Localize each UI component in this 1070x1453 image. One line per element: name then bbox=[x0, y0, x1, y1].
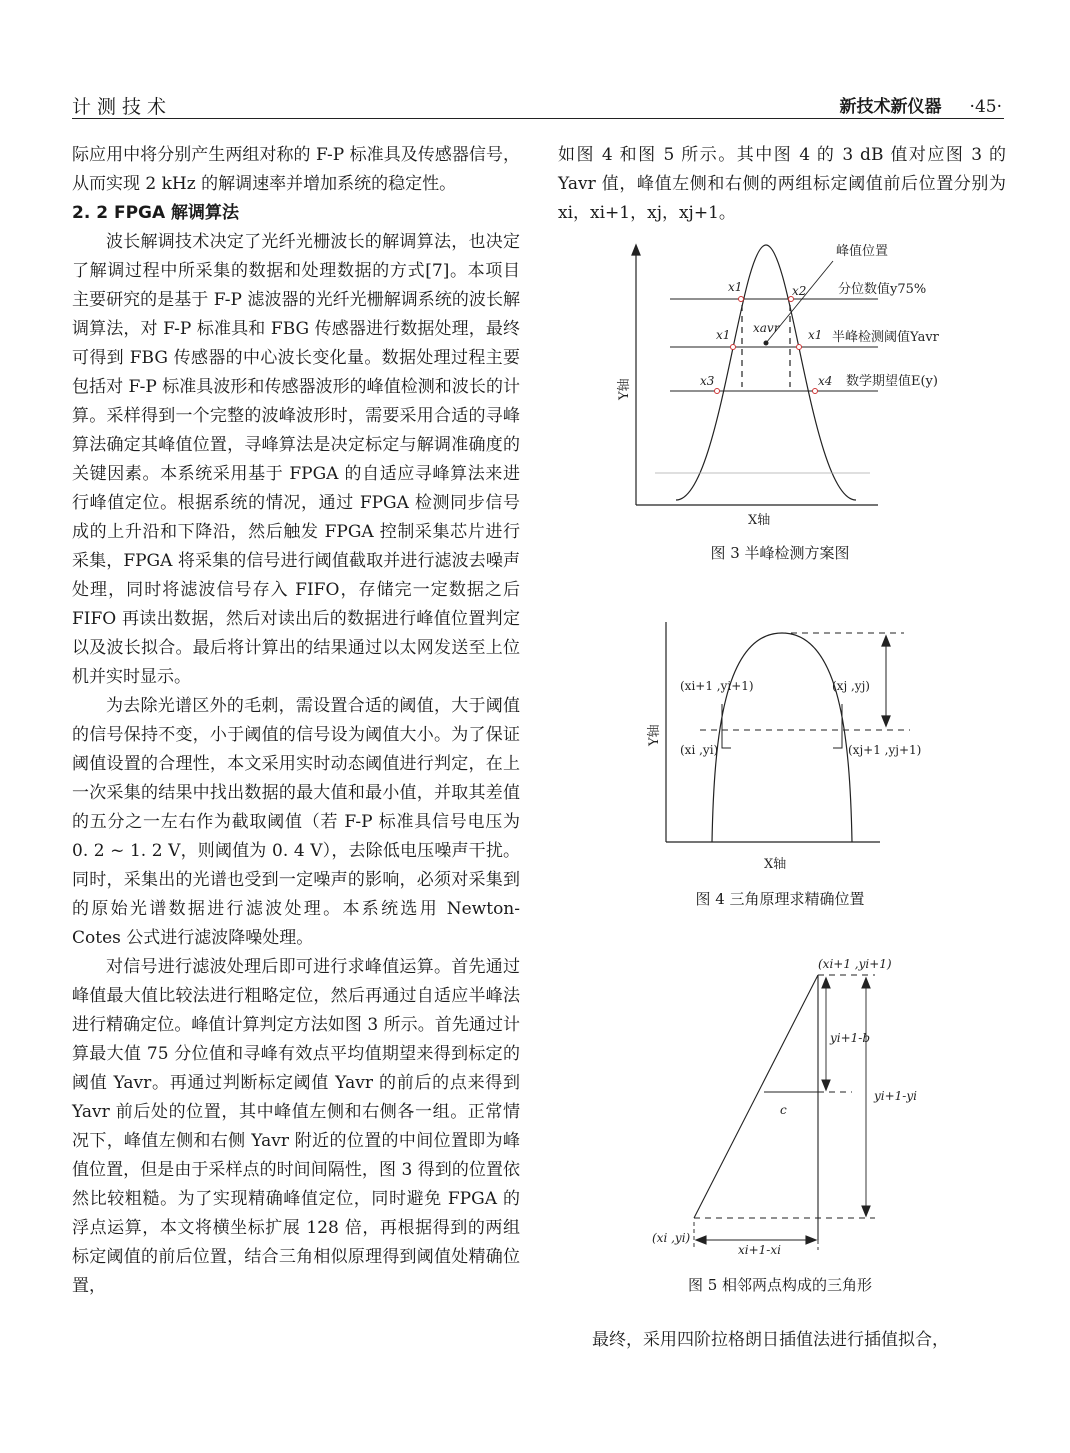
point-label: x3 bbox=[700, 374, 715, 388]
left-column bbox=[72, 141, 520, 1301]
page-number: ·45· bbox=[969, 97, 1002, 117]
paragraph: 际应用中将分别产生两组对称的 F-P 标准具及传感器信号，从而实现 2 kHz 的解调速率并增加系统的稳定性。 bbox=[72, 145, 520, 194]
right-column-bottom bbox=[558, 1326, 1006, 1355]
point-label: x1 bbox=[716, 328, 731, 342]
journal-name: 计测技术 bbox=[72, 96, 173, 118]
figure-5-caption: 图 5 相邻两点构成的三角形 bbox=[687, 1276, 873, 1294]
annotation-peak: 峰值位置 bbox=[836, 244, 889, 259]
point-label: (xi+1 ,yi+1) bbox=[680, 679, 754, 693]
point-label: (xj+1 ,yj+1) bbox=[848, 743, 922, 757]
point-label: (xi ,yi) bbox=[652, 1231, 691, 1245]
annotation-quantile: 分位数值y75% bbox=[838, 282, 927, 297]
point-label: (xi ,yi) bbox=[680, 743, 719, 757]
header-rule bbox=[72, 118, 1004, 119]
figure-4 bbox=[640, 618, 940, 876]
x-axis-label: X轴 bbox=[764, 857, 787, 872]
paragraph: 波长解调技术决定了光纤光栅波长的解调算法，也决定了解调过程中所采集的数据和处理数据的方式[7]。本项目主要研究的是基于 F-P 滤波器的光纤光栅解调系统的波长解调算法，对 F-P 标准具和 FBG 传感器进行数据处理，最终可得到 FBG 传感器的中心波长变化量。数据处理过程主要包括对 F-P 标准具波形和传感器波形的峰值检测和波长的计算。采样得到一个完整的波峰波形时，需要采用合适的寻峰算法确定其峰值位置，寻峰算法是决定标定与解调准确度的关键因素。本系统采用基于 FPGA 的自适应寻峰算法来进行峰值定位。根据系统的情况，通过 FPGA 检测同步信号成的上升沿和下降沿，然后触发 FPGA 控制采集芯片进行采集，FPGA 将采集的信号进行阈值截取并进行滤波去噪声处理，同时将滤波信号存入 FIFO，存储完一定数据之后 FIFO 再读出数据，然后对读出后的数据进行峰值位置判定以及波长拟合。最后将计算出的结果通过以太网发送至上位机并实时显示。 bbox=[72, 232, 520, 687]
length-label: c bbox=[780, 1103, 787, 1117]
paragraph: 如图 4 和图 5 所示。其中图 4 的 3 dB 值对应图 3 的 Yavr 值，峰值左侧和右侧的两组标定阈值前后位置分别为 xi，xi+1，xj，xj+1。 bbox=[558, 145, 1006, 223]
figure-3-caption: 图 3 半峰检测方案图 bbox=[710, 544, 850, 562]
paragraph: 对信号进行滤波处理后即可进行求峰值运算。首先通过峰值最大值比较法进行粗略定位，然后再通过自适应半峰法进行精确定位。峰值计算判定方法如图 3 所示。首先通过计算最大值 75 分位值和寻峰有效点平均值期望来得到标定的阈值 Yavr。再通过判断标定阈值 Yavr 的前后的点来得到 Yavr 前后处的位置，其中峰值左侧和右侧各一组。正常情况下，峰值左侧和右侧 Yavr 附近的位置的中间位置即为峰值位置，但是由于采样点的时间间隔性，图 3 得到的位置依然比较粗糙。为了实现精确峰值定位，同时避免 FPGA 的浮点运算，本文将横坐标扩展 128 倍，再根据得到的两组标定阈值的前后位置，结合三角相似原理得到阈值处精确位置， bbox=[72, 957, 520, 1296]
annotation-half-peak: 半峰检测阈值Yavr bbox=[832, 330, 939, 345]
figure-4-caption: 图 4 三角原理求精确位置 bbox=[695, 890, 865, 908]
length-label: yi+1-b bbox=[830, 1031, 871, 1045]
point-label: x1 bbox=[728, 280, 743, 294]
section-heading: 2. 2 FPGA 解调算法 bbox=[72, 203, 240, 223]
point-label: x1 bbox=[808, 328, 823, 342]
figure-3 bbox=[600, 235, 980, 535]
figure-5 bbox=[640, 950, 940, 1270]
y-axis-label: Y轴 bbox=[647, 724, 662, 746]
paragraph: 为去除光谱区外的毛刺，需设置合适的阈值，大于阈值的信号保持不变，小于阈值的信号设为阈值大小。为了保证阈值设置的合理性，本文采用实时动态阈值进行判定，在上一次采集的结果中找出数据的最大值和最小值，并取其差值的五分之一左右作为截取阈值（若 F-P 标准具信号电压为 0. 2 ~ 1. 2 V，则阈值为 0. 4 V），去除低电压噪声干扰。同时，采集出的光谱也受到一定噪声的影响，必须对采集到的原始光谱数据进行滤波处理。本系统选用 Newton-Cotes 公式进行滤波降噪处理。 bbox=[72, 696, 520, 948]
point-label: (xj ,yj) bbox=[832, 679, 870, 693]
length-label: yi+1-yi bbox=[874, 1089, 917, 1103]
y-axis-label: Y轴 bbox=[617, 378, 632, 400]
point-label: xavr bbox=[753, 321, 780, 335]
point-label: (xi+1 ,yi+1) bbox=[818, 957, 892, 971]
paragraph: 最终，采用四阶拉格朗日插值法进行插值拟合， bbox=[592, 1330, 949, 1350]
length-label: xi+1-xi bbox=[738, 1243, 781, 1257]
section-header bbox=[840, 92, 1002, 117]
point-label: x4 bbox=[818, 374, 833, 388]
annotation-expectation: 数学期望值E(y) bbox=[846, 374, 938, 389]
point-label: x2 bbox=[792, 284, 807, 298]
x-axis-label: X轴 bbox=[748, 513, 771, 528]
right-column-top bbox=[558, 141, 1006, 228]
section-title: 新技术新仪器 bbox=[839, 97, 942, 117]
